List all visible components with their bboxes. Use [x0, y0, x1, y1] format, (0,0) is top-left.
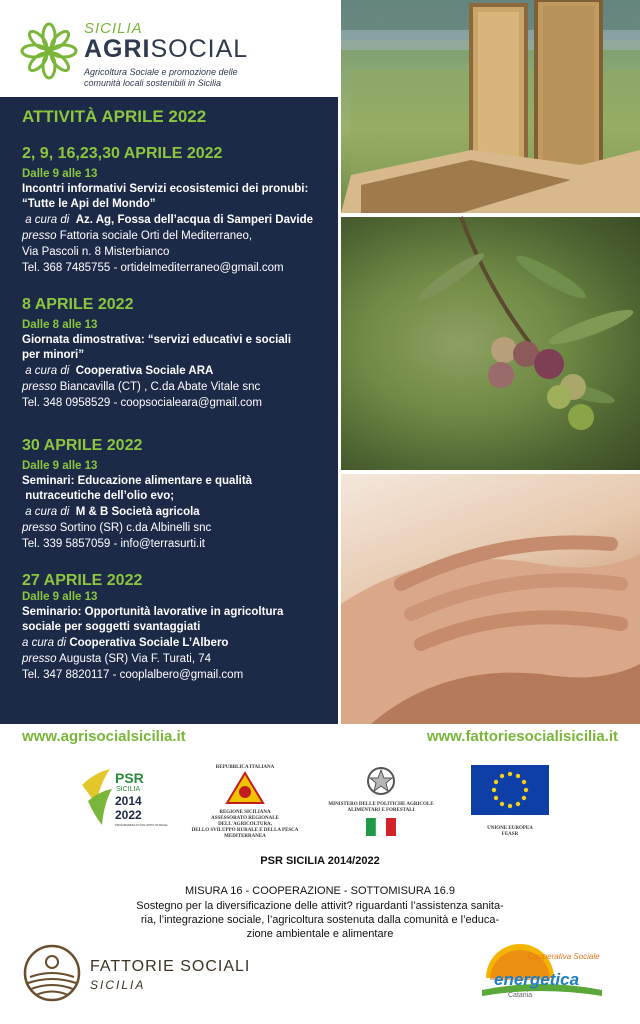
psr-l1: PSR	[115, 770, 144, 786]
psr-leaf-icon	[80, 765, 168, 831]
event-title-line1: Giornata dimostrativa: “servizi educativi e sociali	[22, 334, 292, 346]
trinacria-emblem-icon	[225, 771, 265, 805]
event-title-line2: “Tutte le Api del Mondo”	[22, 198, 156, 210]
regione-top-text: REPUBBLICA ITALIANA	[215, 765, 275, 770]
event-venue	[22, 651, 338, 667]
event-contact: Tel. 347 8820117 - cooplalbero@gmail.com	[22, 669, 244, 681]
energetica-logo	[480, 938, 604, 1010]
energetica-place: Catania	[508, 992, 533, 999]
fattorie-name: FATTORIE SOCIALI	[90, 958, 251, 975]
regione-line1: ASSESSORATO REGIONALE DELL'AGRICOLTURA,	[211, 816, 279, 827]
psr-l2: SICILIA	[116, 786, 141, 793]
event-title-line1: Incontri informativi Servizi ecosistemici dei pronubi:	[22, 183, 309, 195]
organizer-name: Cooperativa Sociale ARA	[75, 365, 214, 377]
psr-heading: PSR SICILIA 2014/2022	[260, 855, 380, 867]
organizer-name: M & B Società agricola	[75, 506, 200, 518]
presso-label: presso	[22, 522, 57, 534]
beehive-photo	[341, 0, 640, 213]
fattorie-website-link[interactable]: www.fattoriesocialisicilia.it	[426, 728, 618, 745]
logo-subtitle-line2: comunità locali sostenibili in Sicilia	[84, 78, 222, 88]
event-time: Dalle 9 alle 13	[22, 591, 98, 603]
eu-flag-icon	[471, 765, 549, 815]
olive-illustration	[341, 217, 640, 470]
activities-panel	[0, 97, 338, 724]
event-organizer	[22, 363, 338, 379]
event-venue	[22, 228, 338, 244]
olive-photo	[341, 217, 640, 470]
event-date: 8 APRILE 2022	[22, 296, 134, 313]
event-title-line1: Seminari: Educazione alimentare e qualità	[22, 475, 253, 487]
ministero-line1: MINISTERO DELLE POLITICHE AGRICOLE	[328, 802, 434, 807]
logo-subtitle-line1: Agricoltura Sociale e promozione delle	[84, 67, 238, 77]
event-date: 27 APRILE 2022	[22, 572, 143, 589]
cura-label: a cura di	[22, 637, 67, 649]
psr-l5: PROGRAMMA DI SVILUPPO RURALE	[115, 823, 168, 827]
unione-europea-logo	[470, 765, 550, 837]
event-title-line1: Seminario: Opportunità lavorative in agricoltura	[22, 606, 284, 618]
logo-sicilia-text: SICILIA	[84, 20, 143, 37]
event-contact: Tel. 348 0958529 - coopsocialeara@gmail.com	[22, 397, 262, 409]
fattorie-sociali-logo	[22, 943, 282, 1005]
measure-description	[95, 899, 545, 941]
regione-name-text: REGIONE SICILIANA	[219, 810, 271, 815]
cura-label: a cura di	[25, 365, 70, 377]
energetica-coop-text: Cooperativa Sociale	[528, 952, 600, 961]
event-block	[22, 296, 338, 411]
logo-agrisocial-text	[84, 35, 248, 64]
panel-title: ATTIVITÀ APRILE 2022	[22, 107, 207, 126]
organizer-name: Az. Ag, Fossa dell’acqua di Samperi Davide	[75, 214, 314, 226]
psr-l4: 2022	[115, 808, 142, 822]
event-time: Dalle 8 alle 13	[22, 319, 98, 331]
logo-agri-part: AGRI	[84, 35, 151, 63]
ue-line2: FEASR	[501, 832, 519, 837]
event-block	[22, 437, 338, 552]
regione-siciliana-logo	[186, 765, 304, 839]
organizer-name: Cooperativa Sociale L’Albero	[69, 637, 229, 649]
italian-emblem-icon	[364, 765, 398, 797]
ue-line1: UNIONE EUROPEA	[487, 826, 533, 831]
event-block	[22, 572, 338, 683]
presso-label: presso	[22, 230, 57, 242]
cura-label: a cura di	[25, 214, 70, 226]
event-venue	[22, 379, 338, 395]
psr-sicilia-logo	[80, 765, 168, 831]
fattorie-region: SICILIA	[90, 978, 146, 992]
event-date: 30 APRILE 2022	[22, 437, 143, 454]
event-title-line2	[22, 489, 338, 504]
event-contact: Tel. 368 7485755 - ortidelmediterraneo@gmail.com	[22, 262, 284, 274]
event-venue	[22, 520, 338, 536]
misura-text: MISURA 16 - COOPERAZIONE - SOTTOMISURA 16.9	[185, 885, 455, 897]
italian-flag-icon	[366, 818, 396, 836]
event-title-line2-text: nutraceutiche dell’olio evo;	[25, 490, 175, 502]
regione-line2: DELLO SVILUPPO RURALE E DELLA PESCA	[191, 828, 299, 833]
description-line2: ria, l’integrazione sociale, l’agricoltura sostenuta dalla comunità e l’educa-	[140, 914, 500, 926]
event-contact: Tel. 339 5857059 - info@terrasurti.it	[22, 538, 205, 550]
presso-label: presso	[22, 653, 57, 665]
beehive-illustration	[341, 0, 640, 213]
energetica-name: energetica	[494, 970, 580, 989]
event-date: 2, 9, 16,23,30 APRILE 2022	[22, 145, 223, 162]
event-organizer	[22, 504, 338, 520]
flower-logo-icon	[20, 22, 78, 80]
event-time: Dalle 9 alle 13	[22, 460, 98, 472]
hands-illustration	[341, 474, 640, 724]
agrisocial-logo	[20, 20, 340, 90]
ministero-logo	[326, 765, 436, 837]
venue-name: Augusta (SR) Via F. Turati, 74	[59, 653, 212, 665]
event-title-line2: per minori”	[22, 349, 84, 361]
event-organizer	[22, 212, 338, 228]
venue-name: Fattoria sociale Orti del Mediterraneo,	[59, 230, 253, 242]
event-time: Dalle 9 alle 13	[22, 168, 98, 180]
description-line3: zione ambientale e alimentare	[246, 928, 394, 940]
farm-landscape-icon	[22, 943, 82, 1003]
event-organizer	[22, 635, 338, 651]
venue-name: Sortino (SR) c.da Albinelli snc	[59, 522, 212, 534]
cura-label: a cura di	[25, 506, 70, 518]
presso-label: presso	[22, 381, 57, 393]
ministero-line2: ALIMENTARI E FORESTALI	[347, 808, 415, 813]
agrisocial-website-link[interactable]: www.agrisocialsicilia.it	[22, 728, 186, 745]
regione-line3: MEDITERRANEA	[224, 834, 266, 839]
event-block	[22, 145, 338, 276]
event-title-line2: sociale per soggetti svantaggiati	[22, 621, 201, 633]
logo-social-part: SOCIAL	[150, 35, 249, 63]
description-line1: Sostegno per la diversificazione delle attivit? riguardanti l’assistenza sanita-	[136, 900, 504, 912]
hands-photo	[341, 474, 640, 724]
venue-name: Biancavilla (CT) , C.da Abate Vitale snc	[59, 381, 261, 393]
psr-l3: 2014	[115, 794, 142, 808]
event-address: Via Pascoli n. 8 Misterbianco	[22, 246, 170, 258]
